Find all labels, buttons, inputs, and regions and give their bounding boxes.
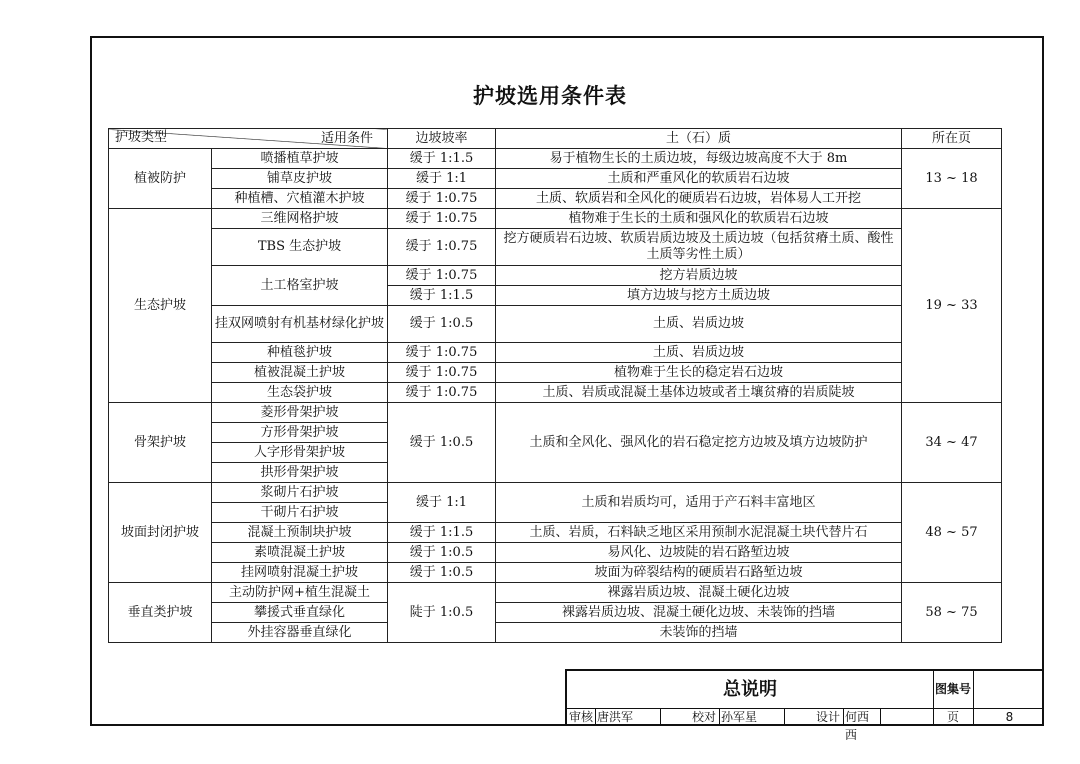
page-cell: 13 ~ 18 (902, 149, 1002, 209)
soil-cell: 土质、岩质或混凝土基体边坡或者土壤贫瘠的岩质陡坡 (496, 383, 902, 403)
soil-cell: 土质、岩质，石料缺乏地区采用预制水泥混凝土块代替片石 (496, 523, 902, 543)
check-name: 孙军星 (719, 708, 785, 726)
soil-cell: 裸露岩质边坡、混凝土硬化边坡、未装饰的挡墙 (496, 603, 902, 623)
title-block-top-row (567, 671, 1044, 709)
title-block-sign-row (567, 708, 1044, 742)
table-row (109, 266, 1002, 286)
ratio-cell: 缓于 1:0.75 (388, 189, 496, 209)
soil-cell: 未装饰的挡墙 (496, 623, 902, 643)
ratio-cell: 缓于 1:1.5 (388, 286, 496, 306)
review-label: 审核 (567, 708, 596, 726)
name-cell: 干砌片石护坡 (212, 503, 388, 523)
header-type: 护坡类型 (115, 130, 168, 145)
soil-cell: 土质和严重风化的软质岩石边坡 (496, 169, 902, 189)
name-cell: 植被混凝土护坡 (212, 363, 388, 383)
header-page: 所在页 (902, 129, 1002, 149)
page-title: 护坡选用条件表 (473, 84, 627, 108)
table-row (109, 523, 1002, 543)
title-block-heading: 总说明 (567, 671, 934, 708)
title-block (565, 669, 1044, 742)
table-row (109, 343, 1002, 363)
soil-cell: 植物难于生长的稳定岩石边坡 (496, 363, 902, 383)
ratio-cell: 缓于 1:0.5 (388, 306, 496, 343)
ratio-cell: 缓于 1:1 (388, 483, 496, 523)
soil-cell: 坡面为碎裂结构的硬质岩石路堑边坡 (496, 563, 902, 583)
table-row (109, 149, 1002, 169)
group-cell: 生态护坡 (109, 209, 212, 403)
ratio-cell: 缓于 1:0.75 (388, 229, 496, 266)
name-cell: TBS 生态护坡 (212, 229, 388, 266)
name-cell: 浆砌片石护坡 (212, 483, 388, 503)
header-ratio: 边坡坡率 (388, 129, 496, 149)
soil-cell: 土质、岩质边坡 (496, 343, 902, 363)
header-row (109, 129, 1002, 149)
ratio-cell: 陡于 1:0.5 (388, 583, 496, 643)
table-row (109, 229, 1002, 266)
page-cell: 58 ~ 75 (902, 583, 1002, 643)
table-row (109, 543, 1002, 563)
soil-cell: 土质、岩质边坡 (496, 306, 902, 343)
name-cell: 土工格室护坡 (212, 266, 388, 306)
table-row (109, 189, 1002, 209)
table-row (109, 363, 1002, 383)
name-cell: 菱形骨架护坡 (212, 403, 388, 423)
header-diagonal-cell (109, 129, 388, 149)
ratio-cell: 缓于 1:0.75 (388, 343, 496, 363)
name-cell: 素喷混凝土护坡 (212, 543, 388, 563)
page-cell: 19 ~ 33 (902, 209, 1002, 403)
header-condition: 适用条件 (320, 131, 373, 146)
table-row (109, 169, 1002, 189)
name-cell: 生态袋护坡 (212, 383, 388, 403)
table-row (109, 209, 1002, 229)
table-row (109, 383, 1002, 403)
group-cell: 骨架护坡 (109, 403, 212, 483)
name-cell: 拱形骨架护坡 (212, 463, 388, 483)
name-cell: 种植槽、穴植灌木护坡 (212, 189, 388, 209)
design-signature (881, 708, 934, 726)
soil-cell: 挖方硬质岩石边坡、软质岩质边坡及土质边坡（包括贫瘠土质、酸性土质等劣性土质） (496, 229, 902, 266)
name-cell: 三维网格护坡 (212, 209, 388, 229)
ratio-cell: 缓于 1:0.5 (388, 543, 496, 563)
page-cell: 48 ~ 57 (902, 483, 1002, 583)
check-label: 校对 (689, 708, 720, 726)
group-cell: 植被防护 (109, 149, 212, 209)
soil-cell: 土质和岩质均可，适用于产石料丰富地区 (496, 483, 902, 523)
page-cell: 34 ~ 47 (902, 403, 1002, 483)
name-cell: 外挂容器垂直绿化 (212, 623, 388, 643)
slope-protection-table (108, 128, 1002, 643)
ratio-cell: 缓于 1:0.75 (388, 363, 496, 383)
table-row (109, 483, 1002, 503)
name-cell: 种植毯护坡 (212, 343, 388, 363)
page-label: 页 (933, 708, 974, 726)
soil-cell: 植物难于生长的土质和强风化的软质岩石边坡 (496, 209, 902, 229)
design-name: 何西西 (843, 708, 881, 726)
name-cell: 主动防护网+植生混凝土 (212, 583, 388, 603)
table-row (109, 623, 1002, 643)
soil-cell: 土质和全风化、强风化的岩石稳定挖方边坡及填方边坡防护 (496, 403, 902, 483)
ratio-cell: 缓于 1:1 (388, 169, 496, 189)
ratio-cell: 缓于 1:0.75 (388, 383, 496, 403)
name-cell: 人字形骨架护坡 (212, 443, 388, 463)
name-cell: 攀援式垂直绿化 (212, 603, 388, 623)
table-row (109, 563, 1002, 583)
ratio-cell: 缓于 1:1.5 (388, 149, 496, 169)
name-cell: 混凝土预制块护坡 (212, 523, 388, 543)
review-name: 唐洪军 (595, 708, 661, 726)
ratio-cell: 缓于 1:0.75 (388, 266, 496, 286)
ratio-cell: 缓于 1:1.5 (388, 523, 496, 543)
name-cell: 喷播植草护坡 (212, 149, 388, 169)
table-row (109, 306, 1002, 343)
ratio-cell: 缓于 1:0.75 (388, 209, 496, 229)
header-soil: 土（石）质 (496, 129, 902, 149)
name-cell: 挂网喷射混凝土护坡 (212, 563, 388, 583)
name-cell: 铺草皮护坡 (212, 169, 388, 189)
atlas-number-label: 图集号 (933, 671, 974, 708)
check-signature (785, 708, 813, 726)
name-cell: 方形骨架护坡 (212, 423, 388, 443)
ratio-cell: 缓于 1:0.5 (388, 563, 496, 583)
soil-cell: 挖方岩质边坡 (496, 266, 902, 286)
page-number: 8 (1005, 710, 1014, 724)
soil-cell: 土质、软质岩和全风化的硬质岩石边坡，岩体易人工开挖 (496, 189, 902, 209)
soil-cell: 裸露岩质边坡、混凝土硬化边坡 (496, 583, 902, 603)
name-cell: 挂双网喷射有机基材绿化护坡 (212, 306, 388, 343)
ratio-cell: 缓于 1:0.5 (388, 403, 496, 483)
design-label: 设计 (813, 708, 844, 726)
soil-cell: 易于植物生长的土质边坡，每级边坡高度不大于 8m (496, 149, 902, 169)
group-cell: 坡面封闭护坡 (109, 483, 212, 583)
group-cell: 垂直类护坡 (109, 583, 212, 643)
soil-cell: 填方边坡与挖方土质边坡 (496, 286, 902, 306)
table-row (109, 603, 1002, 623)
soil-cell: 易风化、边坡陡的岩石路堑边坡 (496, 543, 902, 563)
table-row (109, 403, 1002, 423)
table-row (109, 583, 1002, 603)
